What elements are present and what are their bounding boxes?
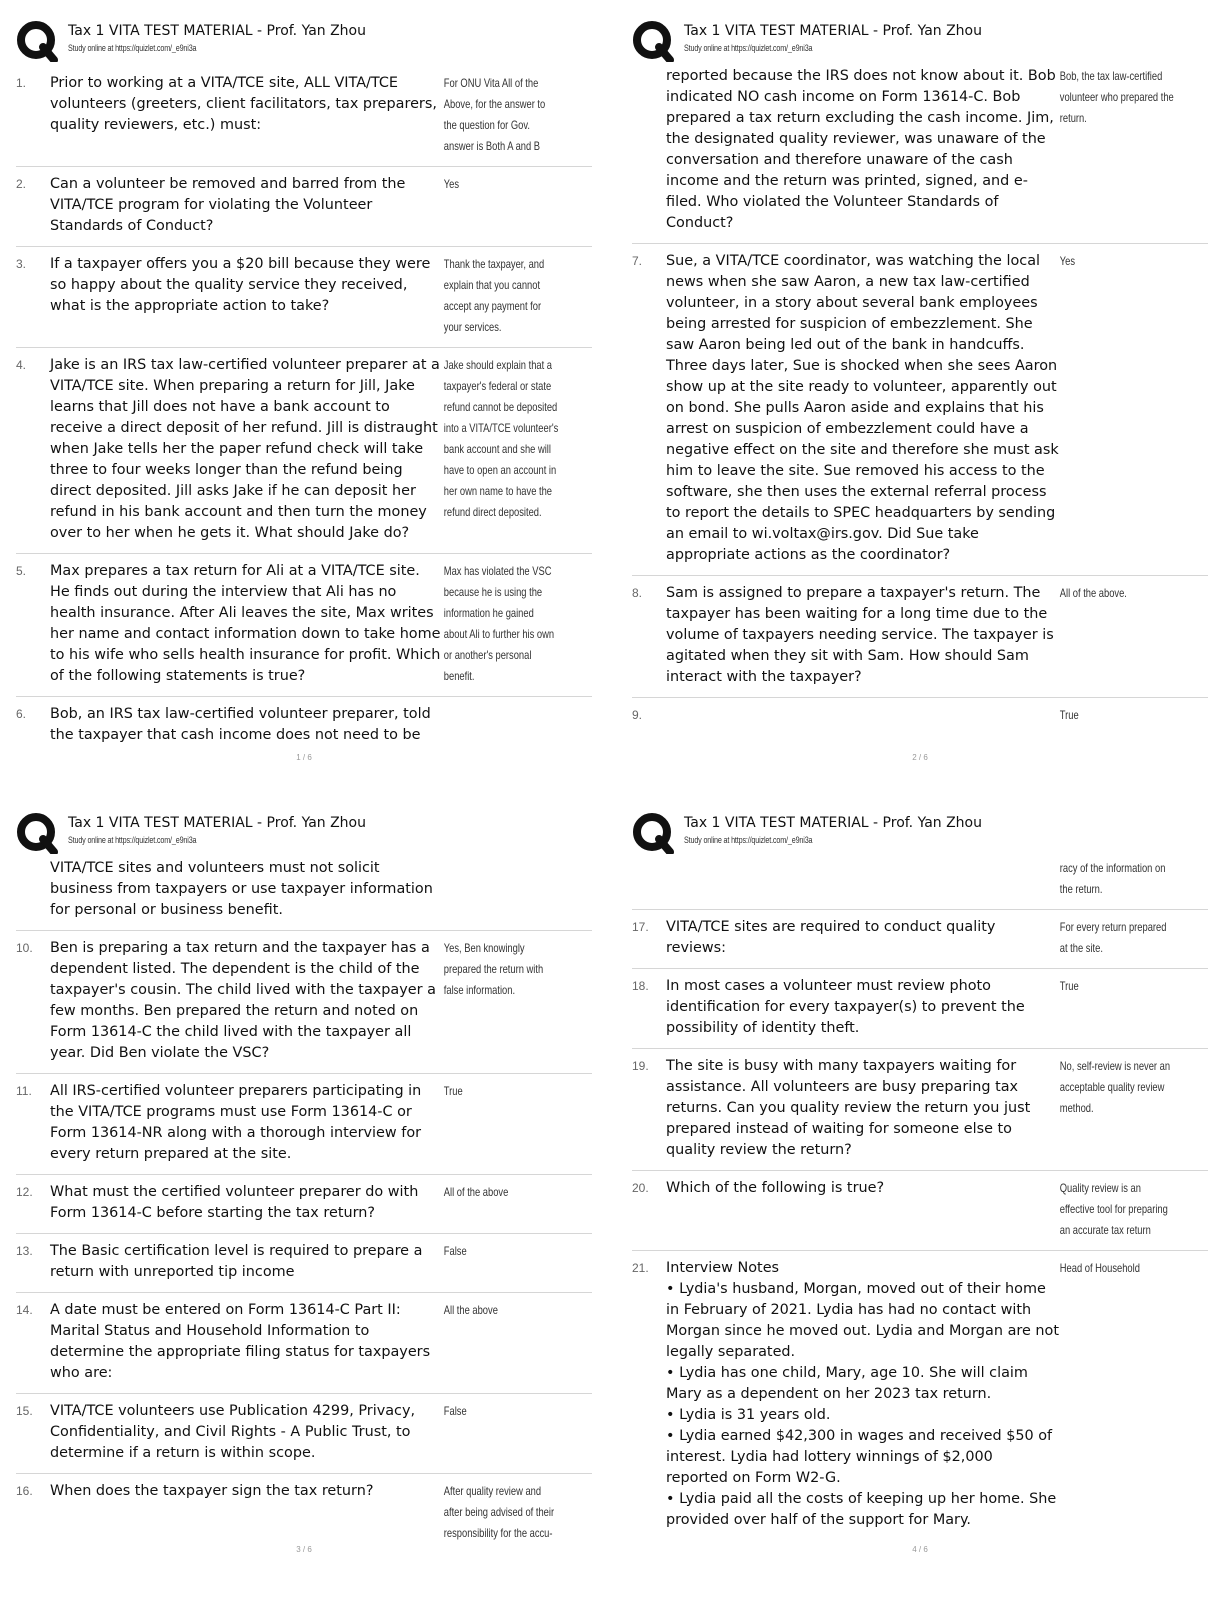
card-question: The Basic certification level is required to prepare a return with unreported tip income [50,1243,423,1280]
card-answer: Thank the taxpayer, and explain that you cannot accept any payment for your services. [443,257,545,334]
flashcard-row [16,554,592,697]
card-number [632,858,666,900]
flashcard-row [632,910,1208,969]
flashcard-row [16,697,592,755]
flashcard-row [16,66,592,167]
card-question: VITA/TCE volunteers use Publication 4299, Privacy, Confidentiality, and Civil Rights - A Public Trust, to determine if a return is within scope. [50,1403,416,1461]
card-answer: Head of Household [1059,1261,1140,1275]
card-answer: For ONU Vita All of the Above, for the answer to the question for Gov. answer is Both A and B [443,76,546,153]
card-question: Which of the following is true? [666,1180,885,1196]
card-answer: All of the above [443,1185,509,1199]
card-question [666,858,1059,900]
card-number: 13. [16,1244,33,1258]
quizlet-logo-icon [632,812,674,854]
card-question: reported because the IRS does not know about it. Bob indicated NO cash income on Form 13614-C. Bob prepared a tax return excluding the cash income. Jim, the designated quality reviewer, was unaware of the conversation and therefore unaware of the cash income and the return was printed, signed, and e-filed. Who violated the Volunteer Standards of Conduct? [666,68,1056,231]
page-number: 3 / 6 [296,1545,312,1554]
flashcard-row [632,969,1208,1049]
card-answer: racy of the information on the return. [1059,861,1166,896]
page-1 [16,16,592,806]
card-question: Sam is assigned to prepare a taxpayer's return. The taxpayer has been waiting for a long time due to the volume of taxpayers needing service. The taxpayer is agitated when they sit with Sam. How should Sam interact with the taxpayer? [666,585,1054,685]
flashcard-row [16,931,592,1074]
card-number: 9. [632,708,643,722]
flashcard-row [16,247,592,348]
document-title: Tax 1 VITA TEST MATERIAL - Prof. Yan Zhou [68,815,366,831]
card-number: 18. [632,979,649,993]
card-answer: Bob, the tax law-certified volunteer who prepared the return. [1059,69,1174,125]
card-question: A date must be entered on Form 13614-C Part II: Marital Status and Household Information to determine the appropriate filing status for taxpayers who are: [50,1302,431,1381]
card-question: VITA/TCE sites are required to conduct quality reviews: [666,919,996,956]
page-3 [16,808,592,1598]
flashcard-list [16,858,592,1553]
card-question: Can a volunteer be removed and barred from the VITA/TCE program for violating the Volunteer Standards of Conduct? [50,176,406,234]
card-number: 14. [16,1303,33,1317]
document-title: Tax 1 VITA TEST MATERIAL - Prof. Yan Zhou [68,23,366,39]
quizlet-logo-icon [16,812,58,854]
card-number: 4. [16,358,27,372]
card-question: Max prepares a tax return for Ali at a VITA/TCE site. He finds out during the interview that Ali has no health insurance. After Ali leaves the site, Max writes her name and contact information down to take home to his wife who sells health insurance for profit. Which of the following statements is true? [50,563,441,684]
page-number: 1 / 6 [296,753,312,762]
card-question: Bob, an IRS tax law-certified volunteer preparer, told the taxpayer that cash income does not need to be [50,706,431,743]
flashcard-list [632,858,1208,1540]
card-answer: Yes, Ben knowingly prepared the return with false information. [443,941,544,997]
card-answer: True [1059,979,1079,993]
card-question: All IRS-certified volunteer preparers participating in the VITA/TCE programs must use Form 13614-C or Form 13614-NR along with a thorough interview for every return prepared at the site. [50,1083,422,1162]
card-number: 20. [632,1181,649,1195]
page-number: 4 / 6 [912,1545,928,1554]
card-answer: After quality review and after being advised of their responsibility for the accu- [443,1484,555,1540]
card-number: 11. [16,1084,32,1098]
card-question: The site is busy with many taxpayers waiting for assistance. All volunteers are busy preparing tax returns. Can you quality review the return you just prepared instead of waiting for someone else to quality review the return? [666,1058,1031,1158]
page-number: 2 / 6 [912,753,928,762]
flashcard-row [16,167,592,247]
flashcard-row [16,1474,592,1553]
quizlet-logo-icon [16,20,58,62]
card-question: If a taxpayer offers you a $20 bill because they were so happy about the quality service they received, what is the appropriate action to take? [50,256,431,314]
document-title: Tax 1 VITA TEST MATERIAL - Prof. Yan Zhou [684,815,982,831]
study-link[interactable]: Study online at https://quizlet.com/_e9ni3a [684,835,813,845]
flashcard-row [16,858,592,931]
study-link[interactable]: Study online at https://quizlet.com/_e9ni3a [68,835,197,845]
card-number: 10. [16,941,33,955]
card-answer: All the above [443,1303,498,1317]
card-question [666,705,1059,726]
card-number: 7. [632,254,643,268]
card-answer: All of the above. [1059,586,1127,600]
flashcard-row [16,1293,592,1394]
page-header [16,808,592,858]
flashcard-row [16,1074,592,1175]
card-number: 12. [16,1185,33,1199]
card-answer: False [443,1404,467,1418]
page-2 [632,16,1208,806]
page-header [16,16,592,66]
card-number: 15. [16,1404,33,1418]
flashcard-row [632,858,1208,910]
card-question: Prior to working at a VITA/TCE site, ALL VITA/TCE volunteers (greeters, client facilitators, tax preparers, quality reviewers, etc.) must: [50,75,437,133]
card-answer: Max has violated the VSC because he is using the information he gained about Ali to further his own or another's personal benefit. [443,564,555,683]
study-link[interactable]: Study online at https://quizlet.com/_e9ni3a [68,43,197,53]
flashcard-row [632,698,1208,735]
card-question: When does the taxpayer sign the tax return? [50,1483,374,1499]
card-answer: False [443,1244,467,1258]
card-question: Sue, a VITA/TCE coordinator, was watching the local news when she saw Aaron, a new tax law-certified volunteer, in a story about several bank employees being arrested for suspicion of embezzlement. She saw Aaron being led out of the bank in handcuffs. Three days later, Sue is shocked when she sees Aaron show up at the site ready to volunteer, apparently out on bond. She pulls Aaron aside and explains that his arrest on suspicion of embezzlement could have a negative effect on the site and therefore she must ask him to leave the site. Sue removed his access to the software, she then uses the external referral process to report the details to SPEC headquarters by sending an email to wi.voltax@irs.gov. Did Sue take appropriate actions as the coordinator? [666,253,1059,563]
flashcard-row [16,1394,592,1474]
flashcard-row [632,1171,1208,1251]
card-number: 16. [16,1484,33,1498]
card-number: 3. [16,257,27,271]
card-question: Jake is an IRS tax law-certified volunteer preparer at a VITA/TCE site. When preparing a return for Jill, Jake learns that Jill does not have a bank account to receive a direct deposit of her refund. Jill is distraught when Jake tells her the paper refund check will take three to four weeks longer than the refund being direct deposited. Jill asks Jake if he can deposit her refund in his bank account and then turn the money over to her when he gets it. What should Jake do? [50,357,440,541]
card-answer [443,704,559,746]
card-question: VITA/TCE sites and volunteers must not solicit business from taxpayers or use taxpayer information for personal or business benefit. [50,860,433,918]
flashcard-row [632,1049,1208,1171]
study-link[interactable]: Study online at https://quizlet.com/_e9ni3a [684,43,813,53]
flashcard-row [632,66,1208,244]
card-number [16,858,50,921]
card-number: 6. [16,707,27,721]
card-answer: True [443,1084,463,1098]
flashcard-row [632,576,1208,698]
card-answer [443,858,559,921]
flashcard-row [632,244,1208,576]
card-question: Interview Notes • Lydia's husband, Morgan, moved out of their home in February of 2021. Lydia has had no contact with Morgan since he moved out. Lydia and Morgan are not legally separated. • Lydia has one child, Mary, age 10. She will claim Mary as a dependent on her 2023 tax return. • Lydia is 31 years old. • Lydia earned $42,300 in wages and received $50 of interest. Lydia had lottery winnings of $2,000 reported on Form W2-G. • Lydia paid all the costs of keeping up her home. She provided over half of the support for Mary. [666,1260,1059,1528]
card-answer: For every return prepared at the site. [1059,920,1167,955]
card-answer: No, self-review is never an acceptable quality review method. [1059,1059,1171,1115]
flashcard-row [16,1234,592,1293]
card-number: 8. [632,586,643,600]
page-4 [632,808,1208,1598]
card-number: 1. [16,76,27,90]
flashcard-list [16,66,592,755]
card-answer: Quality review is an effective tool for preparing an accurate tax return [1059,1181,1168,1237]
card-number: 21. [632,1261,649,1275]
card-number: 5. [16,564,27,578]
flashcard-row [16,1175,592,1234]
flashcard-row [632,1251,1208,1540]
page-header [632,808,1208,858]
page-header [632,16,1208,66]
flashcard-list [632,66,1208,735]
card-answer: Jake should explain that a taxpayer's federal or state refund cannot be deposited into a VITA/TCE volunteer's bank account and she will have to open an account in her own name to have the refund direct deposited. [443,358,559,519]
card-answer: Yes [1059,254,1076,268]
card-question: Ben is preparing a tax return and the taxpayer has a dependent listed. The dependent is the child of the taxpayer's cousin. The child lived with the taxpayer a few months. Ben prepared the return and noted on Form 13614-C the child lived with the taxpayer all year. Did Ben violate the VSC? [50,940,436,1061]
card-question: In most cases a volunteer must review photo identification for every taxpayer(s) to prevent the possibility of identity theft. [666,978,1025,1036]
card-answer: True [1059,708,1079,722]
quizlet-logo-icon [632,20,674,62]
card-number: 2. [16,177,27,191]
card-number [632,66,666,234]
card-answer: Yes [443,177,460,191]
flashcard-row [16,348,592,554]
card-number: 17. [632,920,649,934]
card-number: 19. [632,1059,649,1073]
card-question: What must the certified volunteer preparer do with Form 13614-C before starting the tax return? [50,1184,419,1221]
document-title: Tax 1 VITA TEST MATERIAL - Prof. Yan Zhou [684,23,982,39]
